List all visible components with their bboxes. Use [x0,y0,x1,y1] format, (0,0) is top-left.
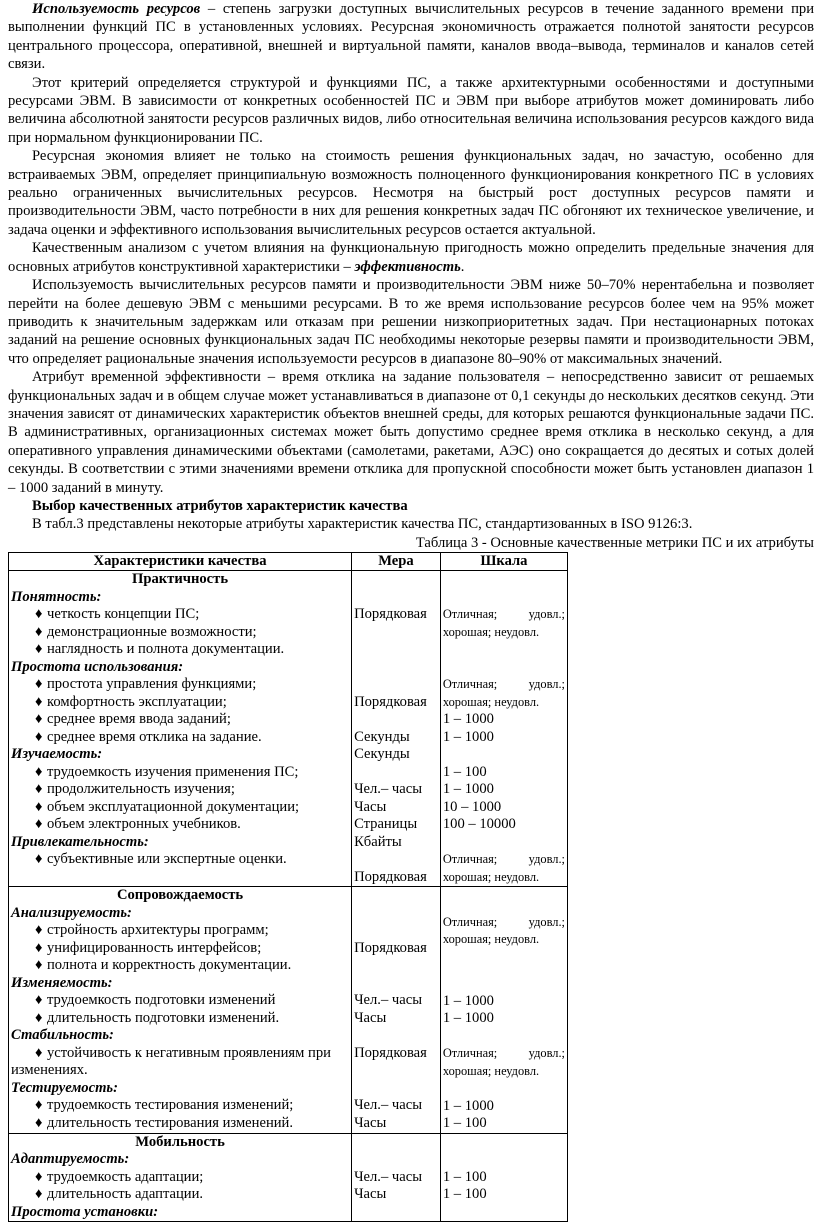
scale-value: 1 – 1000 [442,1097,494,1114]
scale-value: 1 – 100 [442,763,487,780]
list-item: ♦ трудоемкость подготовки изменений [35,992,276,1009]
measure-value: Страницы [354,816,418,833]
paragraph-quality-analysis: Качественным анализом с учетом влияния на функциональную пригодность можно определить предельные значения для основных атрибутов конструктивной характеристики – эффективность. [8,240,814,275]
measure-value: Чел.– часы [354,1097,423,1114]
bullet-icon: ♦ [35,763,43,780]
ordinal-scale: Отличная; удовл.; хорошая; неудовл. [442,607,565,639]
scale-value: 1 – 100 [442,1168,487,1185]
scale-value: 1 – 1000 [442,1010,494,1027]
list-item: ♦ длительность подготовки изменений. [35,1009,280,1026]
list-item: ♦ трудоемкость изучения применения ПС; [35,763,299,780]
table-header-row [9,553,568,571]
ordinal-scale: Отличная; удовл.; хорошая; неудовл. [442,677,565,709]
paragraph-time-efficiency: Атрибут временной эффективности – время отклика на задание пользователя – непосредственно зависит от решаемых функциональных задач и в общем случае может устанавливаться в диапазоне от 0,1 секунды до нескольких десятков секунд. Эти значения зависят от динамических характеристик объектов внешней среды, для которых решаются функциональные задачи ПС. В административных, организационных системах может быть допустимо среднее время отклика в несколько секунд, а для оперативного управления динамическими объектами (самолетами, ракетами, АЭС) оно сокращается до десятых и сотых долей секунды. В соответствии с этими значениями времени отклика для пропускной способности может быть установлен диапазон 1 – 1000 заданий в минуту. [8,369,814,496]
paragraph-usage-memory: Используемость вычислительных ресурсов памяти и производительности ЭВМ ниже 50–70% нерентабельна и позволяет перейти на более дешевую ЭВМ с меньшими ресурсами. В то же время использование ресурсов более чем на 95% может приводить к значительным задержкам или отказам при решении низкоприоритетных задач. При нестационарных потоках заданий на решение основных функциональных задач ПС необходимы некоторые резервы памяти и производительности ЭВМ, что определяет рациональные значения используемости ресурсов в диапазоне 80–90% от максимальных значений. [8,277,814,367]
list-item: ♦ наглядность и полнота документации. [35,641,285,658]
bullet-icon: ♦ [35,641,43,658]
bullet-icon: ♦ [35,1186,43,1203]
bullet-icon: ♦ [35,1097,43,1114]
list-item: ♦ длительность адаптации. [35,1186,204,1203]
table-caption: Таблица 3 - Основные качественные метрики ПС и их атрибуты [415,534,814,551]
list-item: ♦ демонстрационные возможности; [35,623,257,640]
scale-cell [440,1133,567,1222]
scale-value: 100 – 10000 [442,816,516,833]
group-stability: Стабильность: [11,1027,114,1044]
ordinal-scale: Отличная; удовл.; хорошая; неудовл. [442,852,565,884]
scale-value: 10 – 1000 [442,798,502,815]
scale-cell [440,571,567,887]
scale-value: 1 – 1000 [442,711,494,728]
section-title-usability: Практичность [132,571,229,588]
bullet-icon: ♦ [35,711,43,728]
measure-value: Секунды [354,746,410,763]
bullet-icon: ♦ [35,781,43,798]
list-item: ♦ длительность тестирования изменений. [35,1114,294,1131]
group-installability: Простота установки: [11,1203,159,1220]
bullet-icon: ♦ [35,728,43,745]
measure-cell [352,1133,441,1222]
group-ease-of-use: Простота использования: [11,658,184,675]
scale-value: 1 – 1000 [442,781,494,798]
term-resource-usage: Используемость ресурсов [32,1,201,17]
scale-value: 1 – 1000 [442,992,494,1009]
bullet-icon: ♦ [35,992,43,1009]
list-item: ♦ четкость концепции ПС; [35,606,200,623]
measure-value: Порядковая [354,939,427,956]
measure-cell [352,887,441,1134]
bullet-icon: ♦ [35,816,43,833]
list-item: ♦ стройность архитектуры программ; [35,922,269,939]
section-title-maintainability: Сопровождаемость [116,887,244,904]
ordinal-scale: Отличная; удовл.; хорошая; неудовл. [442,914,565,947]
group-testability: Тестируемость: [11,1079,118,1096]
section-heading: Выбор качественных атрибутов характеристик качества [32,497,408,514]
bullet-icon: ♦ [35,922,43,939]
list-item: ♦ комфортность эксплуатации; [35,693,227,710]
measure-value: Порядковая [354,606,427,623]
list-item: ♦ трудоемкость адаптации; [35,1168,204,1185]
measure-value: Часы [354,1009,387,1026]
measure-value: Порядковая [354,868,427,885]
bullet-icon: ♦ [35,939,43,956]
measure-value: Чел.– часы [354,781,423,798]
term-efficiency: эффективность [354,258,461,275]
list-item: ♦ субъективные или экспертные оценки. [35,851,287,868]
bullet-icon: ♦ [35,1168,43,1185]
list-item: ♦ среднее время отклика на задание. [35,728,262,745]
list-item: ♦ устойчивость к негативным проявлениям при изменениях. [11,1044,331,1079]
list-item: ♦ среднее время ввода заданий; [35,711,231,728]
measure-value: Чел.– часы [354,1168,423,1185]
measure-value: Часы [354,1114,387,1131]
measure-value: Секунды [354,728,410,745]
document-page [8,0,814,1222]
group-learnability: Изучаемость: [11,746,103,763]
header-characteristics: Характеристики качества [9,553,352,571]
measure-value: Чел.– часы [354,992,423,1009]
table-row [9,1133,568,1222]
group-changeability: Изменяемость: [11,974,113,991]
table-row [9,887,568,1134]
group-analysability: Анализируемость: [11,904,132,921]
bullet-icon: ♦ [35,623,43,640]
list-item: ♦ простота управления функциями; [35,676,257,693]
list-item: ♦ трудоемкость тестирования изменений; [35,1097,294,1114]
list-item: ♦ унифицированность интерфейсов; [35,939,262,956]
bullet-icon: ♦ [35,1114,43,1131]
ordinal-scale: Отличная; удовл.; хорошая; неудовл. [442,1046,565,1078]
characteristics-cell [9,887,352,1134]
characteristics-cell [9,1133,352,1222]
scale-cell [440,887,567,1134]
paragraph-resource-usage: Используемость ресурсов – степень загрузки доступных вычислительных ресурсов в течение заданного времени при выполнении функций ПС в установленных условиях. Ресурсная экономичность отражается полнотой занятости ресурсов центрального процессора, оперативной, внешней и виртуальной памяти, каналов ввода–вывода, терминалов и каналов сетей связи. [8,1,814,73]
measure-value: Порядковая [354,1044,427,1061]
group-attractiveness: Привлекательность: [11,833,149,850]
scale-value: 1 – 100 [442,1115,487,1132]
section-title-portability: Мобильность [135,1133,225,1150]
header-measure: Мера [352,553,441,571]
bullet-icon: ♦ [35,676,43,693]
group-understandability: Понятность: [11,588,102,605]
list-item: ♦ объем эксплуатационной документации; [35,798,300,815]
bullet-icon: ♦ [35,1044,43,1061]
measure-value: Кбайты [354,833,402,850]
bullet-icon: ♦ [35,693,43,710]
group-adaptability: Адаптируемость: [11,1151,130,1168]
bullet-icon: ♦ [35,798,43,815]
table-intro: В табл.3 представлены некоторые атрибуты характеристик качества ПС, стандартизованных в ISO 9126:3. [32,516,693,533]
measure-value: Порядковая [354,693,427,710]
table-row [9,571,568,887]
scale-value: 1 – 100 [442,1186,487,1203]
measure-value: Часы [354,1186,387,1203]
bullet-icon: ♦ [35,606,43,623]
measure-value: Часы [354,798,387,815]
list-item: ♦ полнота и корректность документации. [35,957,292,974]
bullet-icon: ♦ [35,957,43,974]
list-item: ♦ продолжительность изучения; [35,781,235,798]
header-scale: Шкала [440,553,567,571]
characteristics-cell [9,571,352,887]
bullet-icon: ♦ [35,851,43,868]
paragraph-resource-economy: Ресурсная экономия влияет не только на стоимость решения функциональных задач, но зачастую, особенно для встраиваемых ЭВМ, определяет принципиальную возможность полноценного функционирования конкретного ПС в условиях реально ограниченных вычислительных ресурсов. Несмотря на быстрый рост доступных ресурсов памяти и производительности ЭВМ, часто потребности в них для решения конкретных задач ПС обгоняют их техническое увеличение, и задача оценки и эффективного использования вычислительных ресурсов остается актуальной. [8,148,814,238]
measure-cell [352,571,441,887]
scale-value: 1 – 1000 [442,728,494,745]
list-item: ♦ объем электронных учебников. [35,816,241,833]
bullet-icon: ♦ [35,1009,43,1026]
quality-metrics-table [8,552,568,1222]
paragraph-criterion: Этот критерий определяется структурой и функциями ПС, а также архитектурными особенностями и доступными ресурсами ЭВМ. В зависимости от конкретных особенностей ПС и ЭВМ при выборе атрибутов может доминировать либо величина абсолютной занятости ресурсов различных видов, либо относительная величина использования ресурсов каждого вида при нормальном функционировании ПС. [8,74,814,146]
